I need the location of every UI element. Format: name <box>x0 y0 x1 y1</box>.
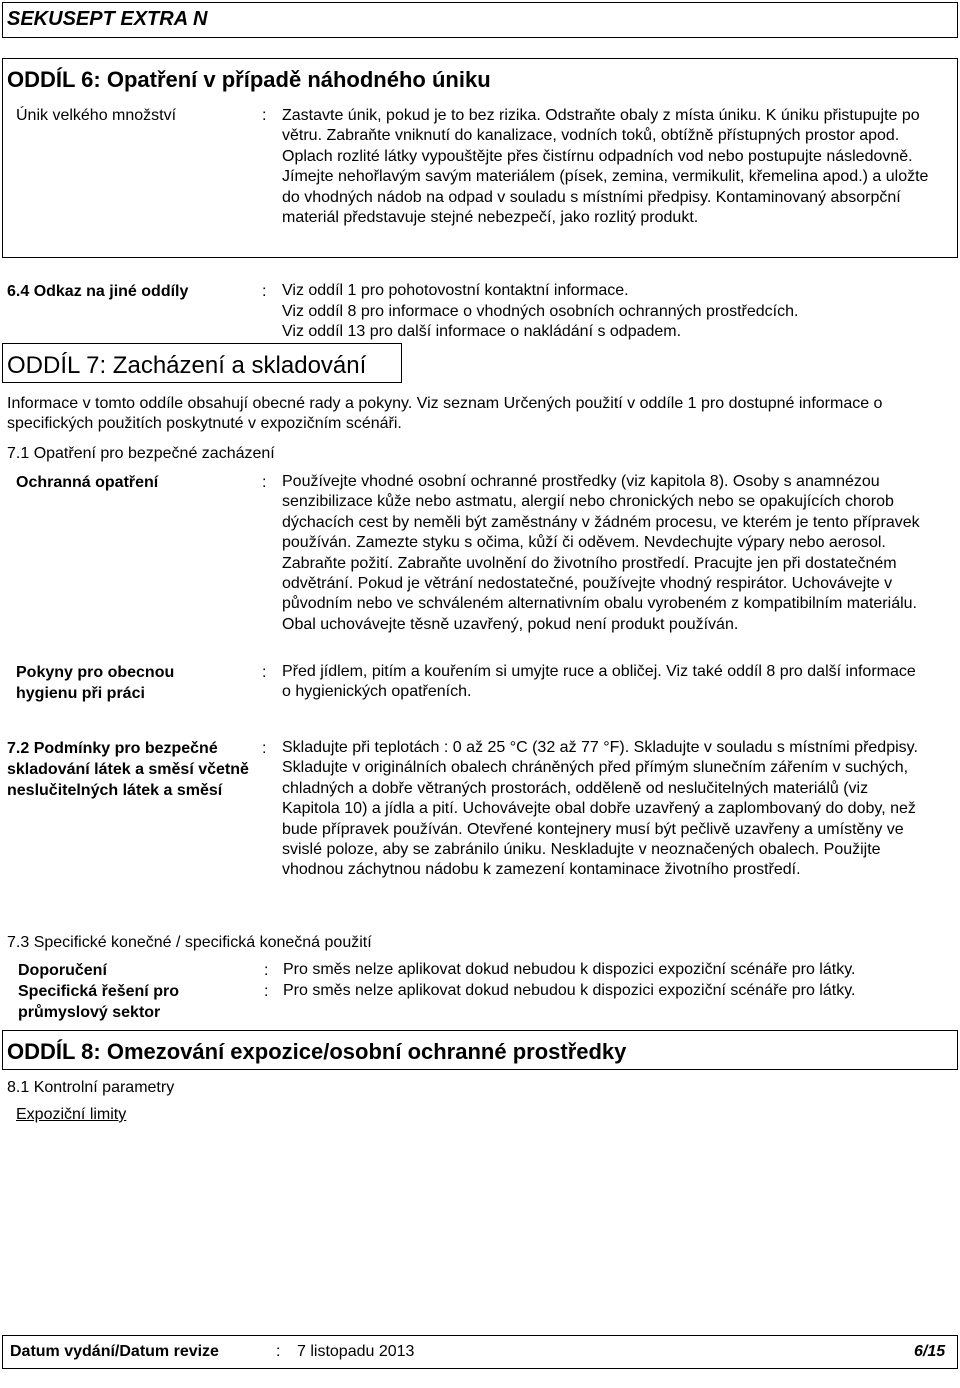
hygiene-colon: : <box>262 664 267 681</box>
large-spill-text: Zastavte únik, pokud je to bez rizika. Odstraňte obaly z místa úniku. K úniku přistupujte po větru. Zabraňte vniknutí do kanalizace, vodních toků, obtížně přístupných prostor apod. Oplach rozlité látky vypouštějte přes čistírnu odpadních vod nebo postupujte následovně. Jímejte nehořlavým savým materiálem (písek, zemina, vermikulit, křemelina apod.) a uložte do vhodných nádob na odpad v souladu s místními předpisy. Kontaminovaný absorpční materiál představuje stejné nebezpečí, jako rozlitý produkt. <box>282 107 929 227</box>
storage-conditions-text: Skladujte při teplotách : 0 až 25 °C (32 až 77 °F). Skladujte v souladu s místními předpisy. Skladujte v originálních obalech chráněných před přímým slunečním zářením v suchých, chladných a dobře větraných prostorách, odděleně od neslučitelných materiálů (viz Kapitola 10) a jídla a pití. Uchovávejte obal dobře uzavřený a zaplombovaný do doby, než bude přípravek používán. Otevřené kontejnery musí být pečlivě uzavřeny a umístěny ve svislé poloze, aby se zabránilo úniku. Neskladujte v neoznačených obalech. Použijte vhodnou záchytnou nádobu k zamezení kontaminace životního prostředí. <box>282 739 918 879</box>
industrial-sector-label: Specifická řešení pro průmyslový sektor <box>18 983 179 1021</box>
protective-measures-colon: : <box>262 474 267 491</box>
revision-date-value: 7 listopadu 2013 <box>297 1343 415 1360</box>
storage-conditions-label: 7.2 Podmínky pro bezpečné skladování látek a směsí včetně neslučitelných látek a směsí <box>7 740 249 799</box>
storage-conditions-colon: : <box>262 740 267 757</box>
exposure-limits-heading: Expoziční limity <box>16 1106 127 1123</box>
recommendations-text: Pro směs nelze aplikovat dokud nebudou k dispozici expoziční scénáře pro látky. <box>283 961 856 978</box>
protective-measures-label: Ochranná opatření <box>16 474 159 491</box>
section-8-title: ODDÍL 8: Omezování expozice/osobní ochranné prostředky <box>7 1039 627 1064</box>
other-sections-colon: : <box>262 283 267 300</box>
revision-date-colon: : <box>276 1343 281 1360</box>
section-7-title: ODDÍL 7: Zacházení a skladování <box>7 352 367 379</box>
industrial-sector-text: Pro směs nelze aplikovat dokud nebudou k dispozici expoziční scénáře pro látky. <box>283 982 856 999</box>
product-name: SEKUSEPT EXTRA N <box>7 8 208 30</box>
hygiene-text: Před jídlem, pitím a kouřením si umyjte ruce a obličej. Viz také oddíl 8 pro další informace o hygienických opatřeních. <box>282 663 916 701</box>
subsection-7-1-title: 7.1 Opatření pro bezpečné zacházení <box>7 445 275 462</box>
subsection-8-1-title: 8.1 Kontrolní parametry <box>7 1079 175 1096</box>
section-7-intro: Informace v tomto oddíle obsahují obecné rady a pokyny. Viz seznam Určených použití v oddíle 1 pro dostupné informace o specifických použitích poskytnuté v expozičním scénáři. <box>7 395 883 433</box>
other-sections-line-1: Viz oddíl 1 pro pohotovostní kontaktní informace. <box>282 282 629 299</box>
other-sections-label: 6.4 Odkaz na jiné oddíly <box>7 283 189 300</box>
recommendations-colon: : <box>264 962 269 979</box>
recommendations-label: Doporučení <box>18 962 107 979</box>
subsection-7-3-title: 7.3 Specifické konečné / specifická konečná použití <box>7 934 372 951</box>
large-spill-label: Únik velkého množství <box>16 107 177 124</box>
industrial-sector-colon: : <box>264 983 269 1000</box>
protective-measures-text: Používejte vhodné osobní ochranné prostředky (viz kapitola 8). Osoby s anamnézou senzibilizace kůže nebo astmatu, alergií nebo chronických nebo se opakujících chorob dýchacích cest by neměli být zaměstnány v žádném procesu, ve kterém je tento přípravek používán. Zamezte styku s očima, kůží či oděvem. Nevdechujte výpary nebo aerosol. Zabraňte požití. Zabraňte uvolnění do životního prostředí. Pracujte jen při dostatečném odvětrání. Pokud je větrání nedostatečné, používejte vhodný respirátor. Uchovávejte v původním nebo ve schváleném alternativním obalu vyrobeném z kompatibilním materiálu. Obal uchovávejte těsně uzavřený, pokud není produkt používán. <box>282 473 920 633</box>
revision-date-label: Datum vydání/Datum revize <box>10 1343 219 1360</box>
section-6-title: ODDÍL 6: Opatření v případě náhodného úniku <box>7 67 491 92</box>
other-sections-line-2: Viz oddíl 8 pro informace o vhodných osobních ochranných prostředcích. <box>282 303 799 320</box>
page-number: 6/15 <box>914 1343 946 1360</box>
hygiene-label: Pokyny pro obecnou hygienu při práci <box>16 664 175 702</box>
other-sections-line-3: Viz oddíl 13 pro další informace o nakládání s odpadem. <box>282 323 682 340</box>
large-spill-colon: : <box>262 107 267 124</box>
